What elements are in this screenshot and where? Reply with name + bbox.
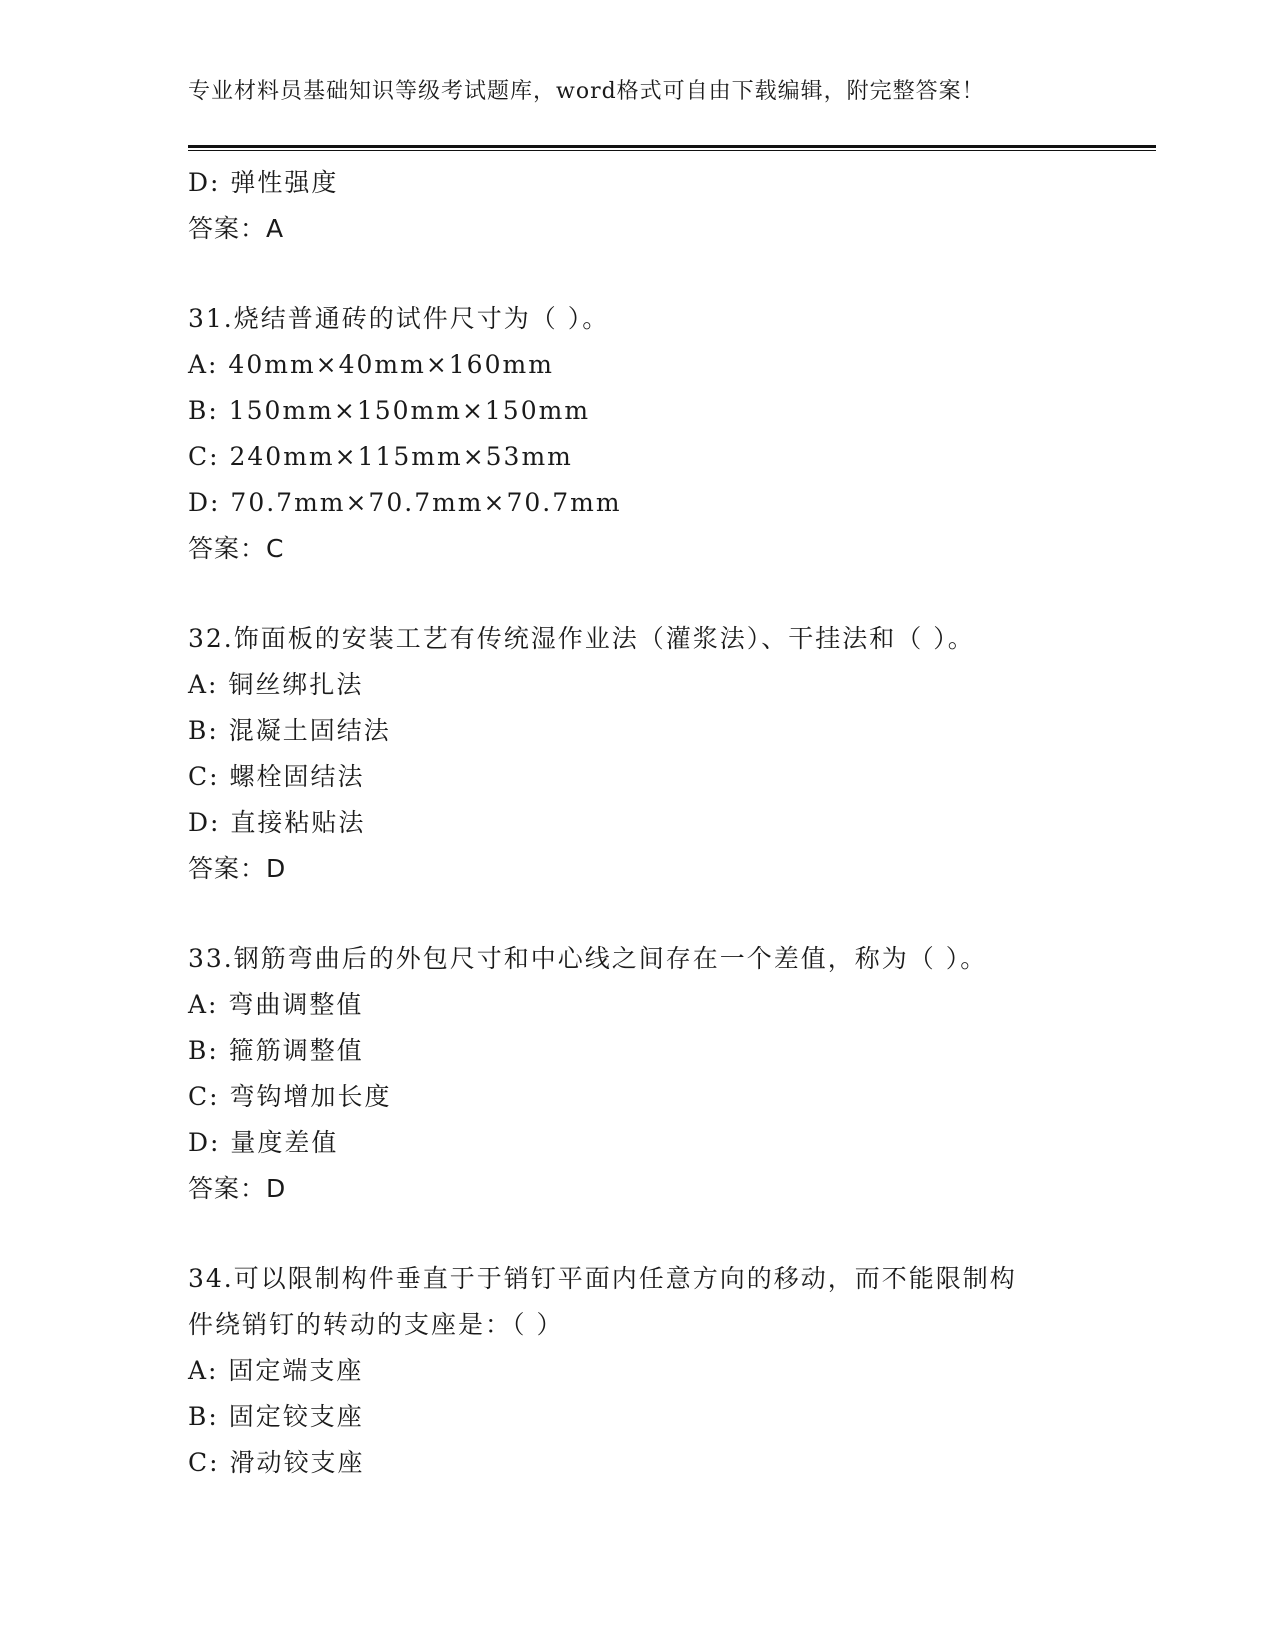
q34-option-c: C: 滑动铰支座 (188, 1448, 365, 1477)
q32-option-a: A: 铜丝绑扎法 (188, 670, 364, 699)
q33-option-c: C: 弯钩增加长度 (188, 1082, 392, 1111)
q31-option-b: B: 150mm×150mm×150mm (188, 396, 591, 425)
spacer (188, 892, 1088, 936)
header-divider (188, 145, 1156, 151)
q34-stem-line-2: 件绕销钉的转动的支座是：（ ） (188, 1310, 564, 1339)
q34-option-b: B: 固定铰支座 (188, 1402, 364, 1431)
q33-option-d: D: 量度差值 (188, 1128, 339, 1157)
q34-option-a: A: 固定端支座 (188, 1356, 364, 1385)
prev-option-d: D: 弹性强度 (188, 168, 339, 197)
q32-answer: 答案：D (188, 854, 287, 883)
q33-option-b: B: 箍筋调整值 (188, 1036, 364, 1065)
q34-stem-line-1: 34.可以限制构件垂直于于销钉平面内任意方向的移动，而不能限制构 (188, 1264, 1017, 1293)
spacer (188, 572, 1088, 616)
page-header: 专业材料员基础知识等级考试题库，word格式可自由下载编辑，附完整答案！ (188, 79, 985, 104)
spacer (188, 252, 1088, 296)
q33-stem: 33.钢筋弯曲后的外包尺寸和中心线之间存在一个差值，称为（ ）。 (188, 944, 988, 973)
q31-answer: 答案：C (188, 534, 285, 563)
q32-stem: 32.饰面板的安装工艺有传统湿作业法（灌浆法）、干挂法和（ ）。 (188, 624, 975, 653)
q32-option-d: D: 直接粘贴法 (188, 808, 366, 837)
q33-answer: 答案：D (188, 1174, 287, 1203)
q33-option-a: A: 弯曲调整值 (188, 990, 364, 1019)
q32-option-c: C: 螺栓固结法 (188, 762, 365, 791)
q31-option-a: A: 40mm×40mm×160mm (188, 350, 554, 379)
question-content (188, 160, 1088, 1486)
q32-option-b: B: 混凝土固结法 (188, 716, 391, 745)
q31-stem: 31.烧结普通砖的试件尺寸为（ ）。 (188, 304, 610, 333)
q31-option-c: C: 240mm×115mm×53mm (188, 442, 573, 471)
q31-option-d: D: 70.7mm×70.7mm×70.7mm (188, 488, 622, 517)
spacer (188, 1212, 1088, 1256)
prev-answer: 答案：A (188, 214, 285, 243)
